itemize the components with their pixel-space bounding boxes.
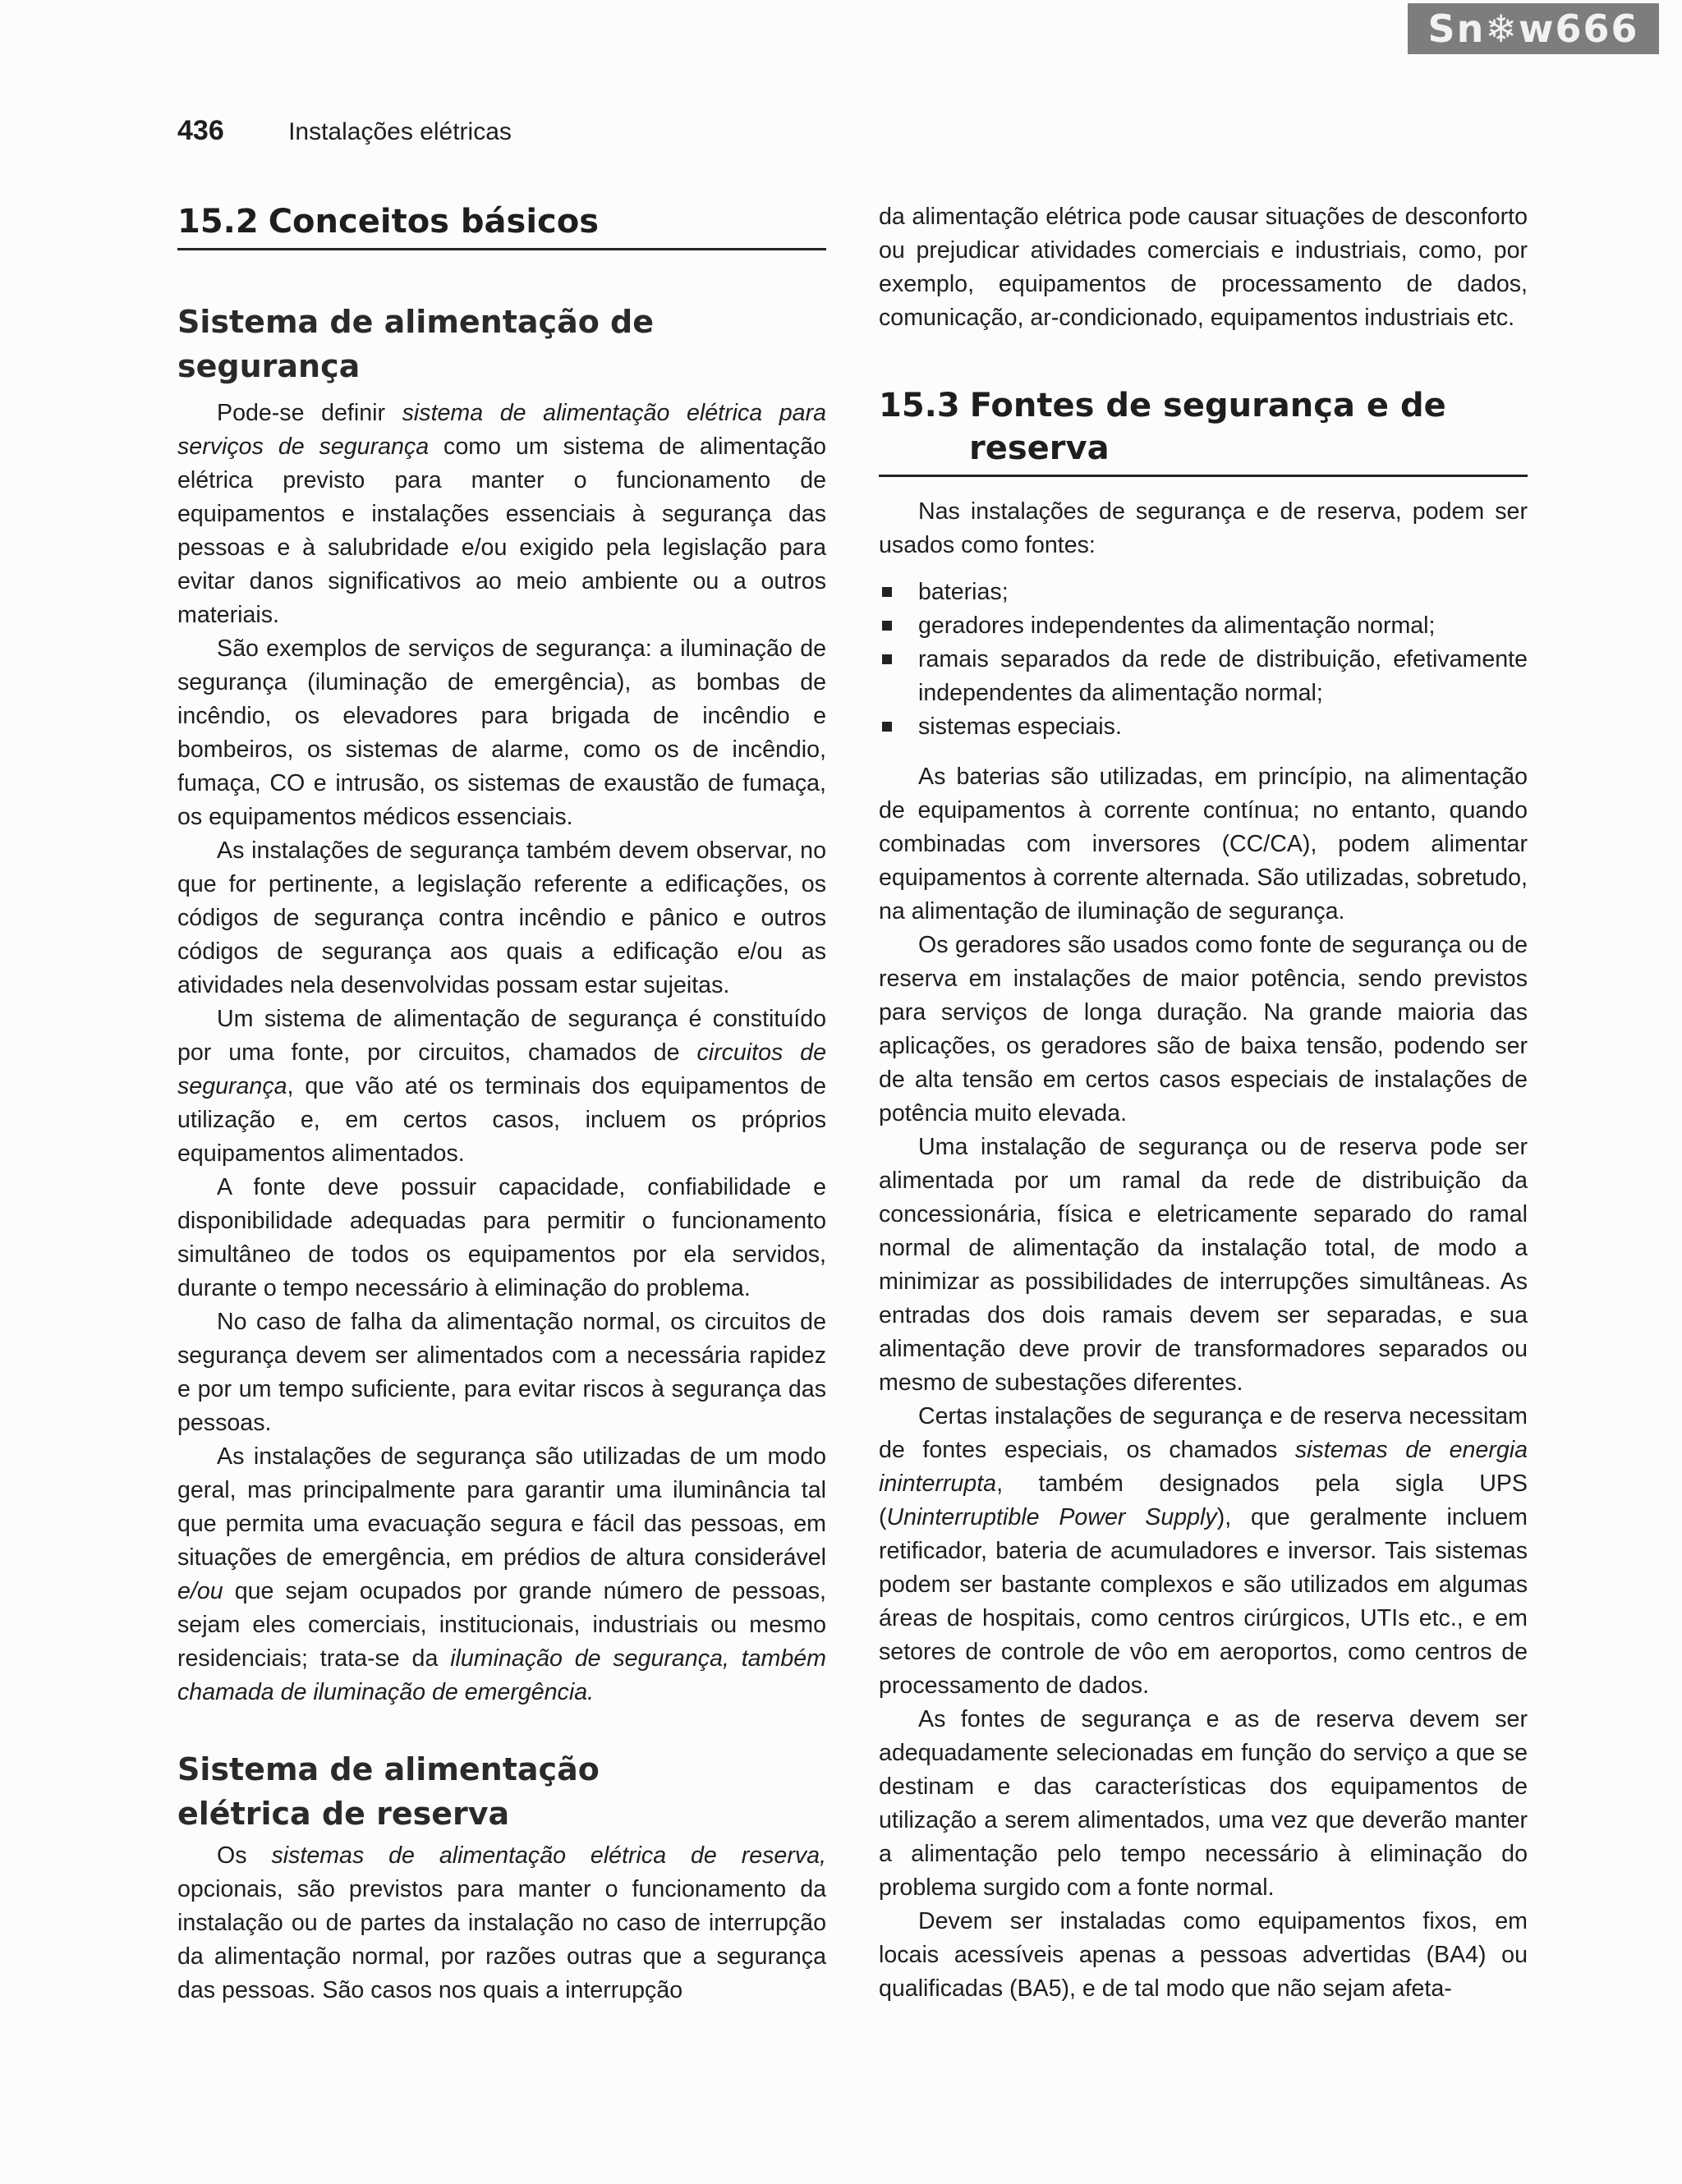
paragraph: Uma instalação de segurança ou de reserva pode ser alimentada por um ramal da rede de distribuição da concessionária, física e eletricamente separado do ramal normal de alimentação da instalação total, de modo a minimizar as possibilidades de interrupções simultâneas. As entradas dos dois ramais devem ser separadas, e sua alimentação deve provir de transformadores separados ou mesmo de subestações diferentes. bbox=[879, 1134, 1528, 1396]
paragraph: Um sistema de alimentação de segurança é constituído por uma fonte, por circuitos, chamados de circuitos de segurança, que vão até os terminais dos equipamentos de utilização e, em certos casos, incluem os próprios equipamentos alimentados. bbox=[177, 1006, 826, 1167]
paragraph: As instalações de segurança também devem observar, no que for pertinente, a legislação referente a edificações, os códigos de segurança contra incêndio e pânico e outros códigos de segurança aos quais a edificação e/ou as atividades nela desenvolvidas possam estar sujeitas. bbox=[177, 837, 826, 998]
paragraph: Certas instalações de segurança e de reserva necessitam de fontes especiais, os chamados sistemas de energia ininterrupta, também designados pela sigla UPS (Uninterruptible Power Supply), que geralmente incluem retificador, bateria de acumuladores e inversor. Tais sistemas podem ser bastante complexos e são utilizados em algumas áreas de hospitais, como centros cirúrgicos, UTIs etc., e em setores de controle de vôo em aeroportos, como centros de processamento de dados. bbox=[879, 1403, 1528, 1699]
section-number: 15.3 bbox=[879, 387, 960, 424]
list-item: ramais separados da rede de distribuição, efetivamente independentes da alimentação normal; bbox=[879, 643, 1528, 710]
paragraph: As fontes de segurança e as de reserva devem ser adequadamente selecionadas em função do serviço a que se destinam e das características dos equipamentos de utilização a serem alimentados, uma vez que deverão manter a alimentação pelo tempo necessário à eliminação do problema surgido com a fonte normal. bbox=[879, 1706, 1528, 1901]
paragraph: da alimentação elétrica pode causar situações de desconforto ou prejudicar atividades comerciais e industriais, como, por exemplo, equipamentos de processamento de dados, comunicação, ar-condicionado, equipamentos industriais etc. bbox=[879, 204, 1528, 331]
list-item: sistemas especiais. bbox=[879, 710, 1528, 744]
paragraph: No caso de falha da alimentação normal, os circuitos de segurança devem ser alimentados com a necessária rapidez e por um tempo suficiente, para evitar riscos à segurança das pessoas. bbox=[177, 1309, 826, 1436]
paragraph: Pode-se definir sistema de alimentação elétrica para serviços de segurança como um sistema de alimentação elétrica previsto para manter o funcionamento de equipamentos e instalações essenciais à segurança das pessoas e à salubridade e/ou exigido pela legislação para evitar danos significativos ao meio ambiente ou a outros materiais. bbox=[177, 400, 826, 628]
paragraph: As baterias são utilizadas, em princípio, na alimentação de equipamentos à corrente contínua; no entanto, quando combinadas com inversores (CC/CA), podem alimentar equipamentos à corrente alternada. São utilizadas, sobretudo, na alimentação de iluminação de segurança. bbox=[879, 764, 1528, 925]
section-heading-15-3 bbox=[879, 384, 1528, 477]
subheading-line: Sistema de alimentação de bbox=[177, 304, 655, 340]
paragraph: Nas instalações de segurança e de reserva, podem ser usados como fontes: bbox=[879, 498, 1528, 558]
left-column bbox=[177, 200, 826, 2007]
section-title: Conceitos básicos bbox=[268, 203, 600, 241]
subheading-line: elétrica de reserva bbox=[177, 1796, 510, 1832]
subheading-sistema-seguranca bbox=[177, 300, 826, 388]
section-title: Fontes de segurança e de bbox=[969, 387, 1446, 424]
running-header bbox=[177, 115, 512, 147]
running-title: Instalações elétricas bbox=[288, 118, 512, 145]
list-item: geradores independentes da alimentação normal; bbox=[879, 609, 1528, 643]
section-heading-15-2 bbox=[177, 200, 826, 250]
paragraph: A fonte deve possuir capacidade, confiabilidade e disponibilidade adequadas para permitir o funcionamento simultâneo de todos os equipamentos por ela servidos, durante o tempo necessário à eliminação do problema. bbox=[177, 1174, 826, 1301]
paragraph: São exemplos de serviços de segurança: a iluminação de segurança (iluminação de emergência), as bombas de incêndio, os elevadores para brigada de incêndio e bombeiros, os sistemas de alarme, como os de incêndio, fumaça, CO e intrusão, os sistemas de exaustão de fumaça, os equipamentos médicos essenciais. bbox=[177, 635, 826, 830]
page-number: 436 bbox=[177, 115, 224, 146]
list-item: baterias; bbox=[879, 576, 1528, 609]
subheading-line: segurança bbox=[177, 348, 361, 384]
paragraph: Devem ser instaladas como equipamentos fixos, em locais acessíveis apenas a pessoas advertidas (BA4) ou qualificadas (BA5), e de tal modo que não sejam afeta- bbox=[879, 1908, 1528, 2002]
source-list bbox=[879, 576, 1528, 744]
section-number: 15.2 bbox=[177, 203, 259, 241]
paragraph: Os geradores são usados como fonte de segurança ou de reserva em instalações de maior potência, sendo previstos para serviços de longa duração. Na grande maioria das aplicações, os geradores são de baixa tensão, podendo ser de alta tensão em certos casos especiais de instalações de potência muito elevada. bbox=[879, 932, 1528, 1126]
subheading-line: Sistema de alimentação bbox=[177, 1751, 600, 1787]
section-title-line2: reserva bbox=[969, 429, 1110, 467]
book-page bbox=[30, 0, 1661, 2184]
watermark-logo: Sn❄w666 bbox=[1408, 3, 1659, 54]
right-column bbox=[879, 200, 1528, 2006]
paragraph: Os sistemas de alimentação elétrica de reserva, opcionais, são previstos para manter o funcionamento da instalação ou de partes da instalação no caso de interrupção da alimentação normal, por razões outras que a segurança das pessoas. São casos nos quais a interrupção bbox=[177, 1842, 826, 2003]
paragraph: As instalações de segurança são utilizadas de um modo geral, mas principalmente para garantir uma iluminância tal que permita uma evacuação segura e fácil das pessoas, em situações de emergência, em prédios de altura considerável e/ou que sejam ocupados por grande número de pessoas, sejam eles comerciais, institucionais, industriais ou mesmo residenciais; trata-se da iluminação de segurança, também chamada de iluminação de emergência. bbox=[177, 1443, 826, 1705]
subheading-sistema-reserva bbox=[177, 1747, 826, 1836]
